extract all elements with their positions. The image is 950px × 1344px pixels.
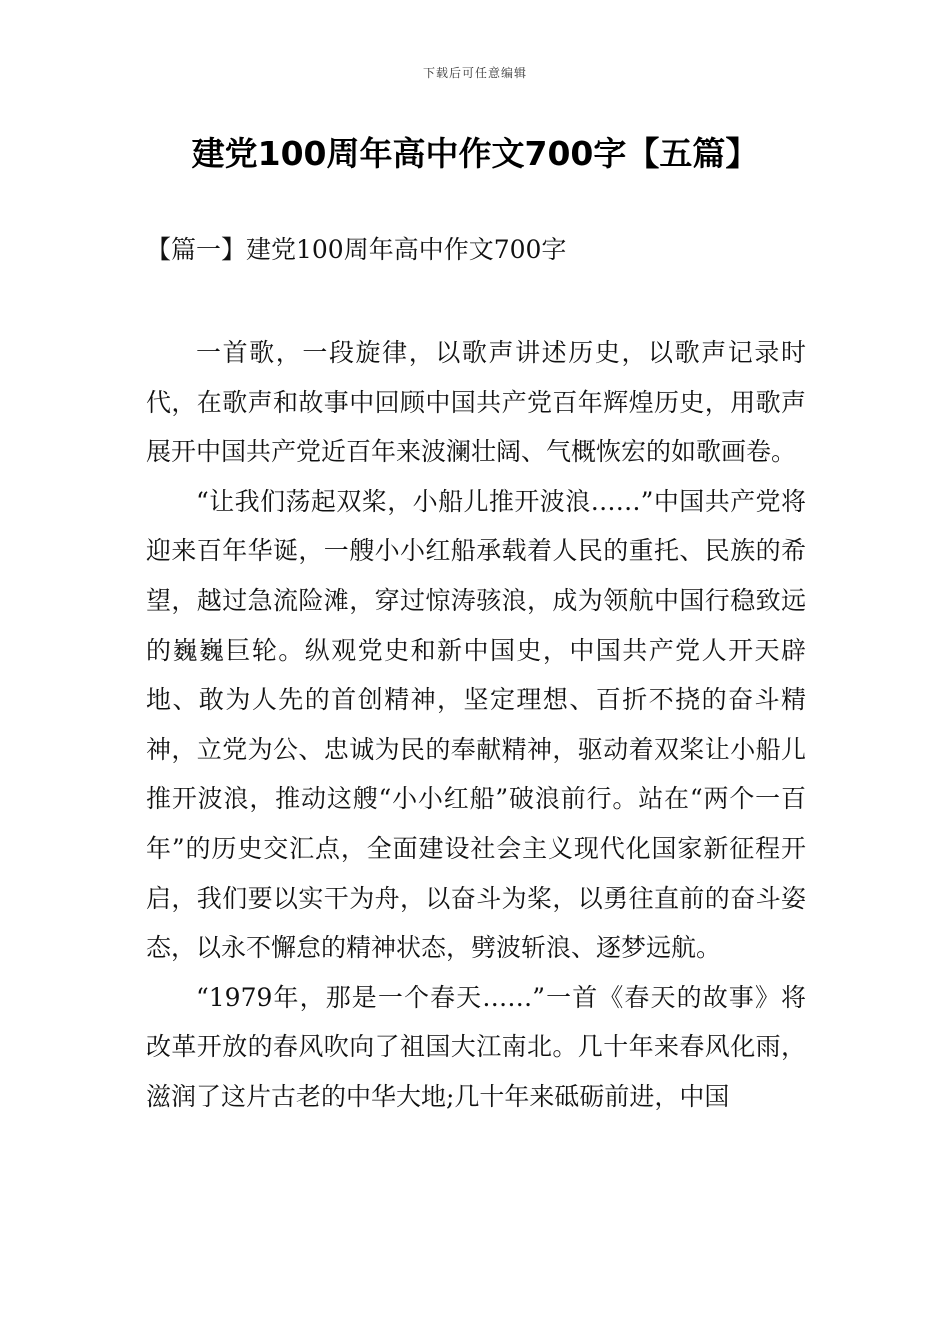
- document-title: 建党100周年高中作文700字【五篇】: [191, 134, 759, 173]
- header-note: 下载后可任意编辑: [422, 66, 527, 80]
- body-text: [146, 328, 806, 1122]
- paragraph: “1979年，那是一个春天……”一首《春天的故事》将改革开放的春风吹向了祖国大江南北。几十年来春风化雨，滋润了这片古老的中华大地;几十年来砥砺前进，中国: [146, 982, 806, 1111]
- section-heading: 【篇一】建党100周年高中作文700字: [146, 235, 567, 264]
- paragraph: “让我们荡起双桨，小船儿推开波浪……”中国共产党将迎来百年华诞，一艘小小红船承载着人民的重托、民族的希望，越过急流险滩，穿过惊涛骇浪，成为领航中国行稳致远的巍巍巨轮。纵观党史和新中国史，中国共产党人开天辟地、敢为人先的首创精神，坚定理想、百折不挠的奋斗精神，立党为公、忠诚为民的奉献精神，驱动着双桨让小船儿推开波浪，推动这艘“小小红船”破浪前行。站在“两个一百年”的历史交汇点，全面建设社会主义现代化国家新征程开启，我们要以实干为舟，以奋斗为桨，以勇往直前的奋斗姿态，以永不懈怠的精神状态，劈波斩浪、逐梦远航。: [146, 486, 806, 963]
- paragraph: 一首歌，一段旋律，以歌声讲述历史，以歌声记录时代，在歌声和故事中回顾中国共产党百年辉煌历史，用歌声展开中国共产党近百年来波澜壮阔、气概恢宏的如歌画卷。: [146, 338, 806, 467]
